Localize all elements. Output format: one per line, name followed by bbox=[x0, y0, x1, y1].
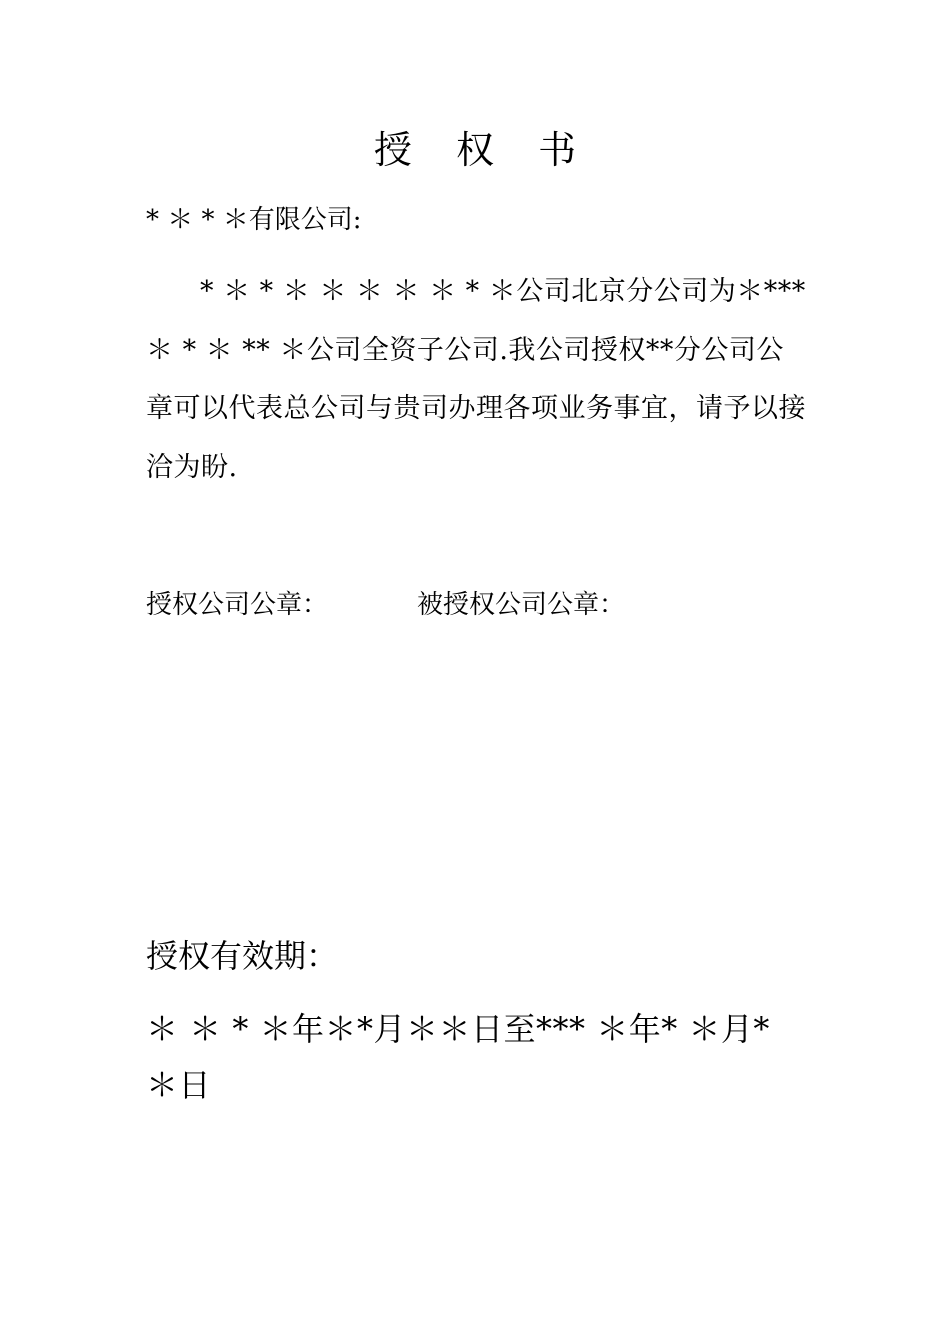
validity-dates: ＊ ＊ * ＊年＊*月＊＊日至*** ＊年* ＊月* ＊日 bbox=[146, 1010, 770, 1104]
addressee-line: * ＊ * ＊有限公司: bbox=[146, 205, 362, 235]
document-title: 授 权 书 bbox=[373, 128, 593, 172]
authorizing-seal-label: 授权公司公章： bbox=[146, 590, 329, 620]
body-paragraph: * ＊ * ＊ ＊ ＊ ＊ ＊ * ＊公司北京分公司为＊*** ＊ * ＊ ** ＊公司全资子公司.我公司授权**分公司公章可以代表总公司与贵司办理各项业务事宜，请予以接洽为盼. bbox=[146, 276, 806, 483]
validity-label: 授权有效期： bbox=[146, 937, 339, 975]
seal-row bbox=[146, 585, 626, 625]
authorized-seal-label: 被授权公司公章： bbox=[417, 590, 626, 620]
